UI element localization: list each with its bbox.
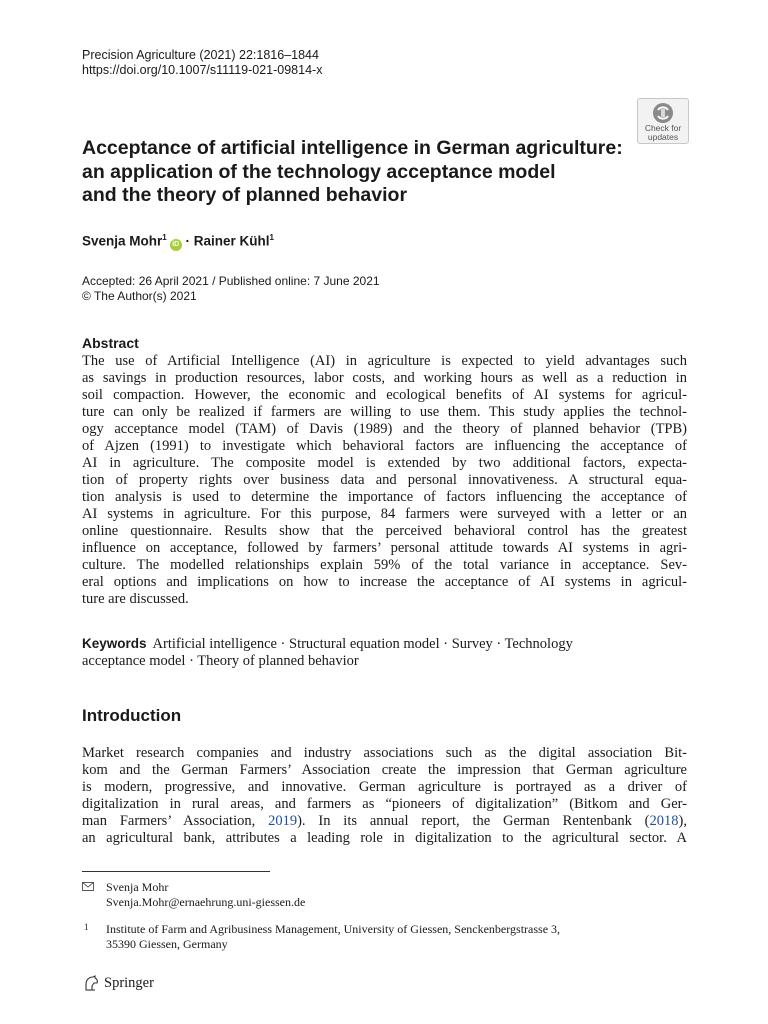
intro-line [82,813,687,830]
title-line-3: and the theory of planned behavior [82,184,408,206]
title-line-1: Acceptance of artificial intelligence in German agriculture: [82,137,623,159]
abstract-line: as savings in production resources, labor costs, and working hours as well as a reduction in [82,370,687,386]
keywords-line-2: acceptance model · Theory of planned behavior [82,653,359,669]
title-line-2: an application of the technology acceptance model [82,160,556,183]
abstract-line: ogy acceptance model (TAM) of Davis (1989) and the theory of planned behavior (TPB) [82,421,687,437]
affiliation-marker: 1 [269,233,274,242]
journal-header [82,48,322,78]
publication-dates [82,274,380,304]
abstract-line: tion of property rights over business data and personal innovativeness. A structural equa- [82,472,687,488]
author-name[interactable]: Svenja Mohr [82,233,163,249]
citation-link[interactable]: 2019 [268,813,298,829]
check-for-updates-icon [652,102,674,124]
publisher-footer [82,974,154,992]
abstract-body [82,353,687,608]
abstract-line: culture. The modelled relationships explain 59% of the total variance in acceptance. Sev- [82,557,687,573]
copyright-line: © The Author(s) 2021 [82,289,197,303]
abstract-line: AI in agriculture. The composite model is extended by two additional factors, expecta- [82,455,687,471]
springer-horse-icon [82,974,100,992]
affiliation-line-2: 35390 Giessen, Germany [106,937,228,951]
abstract-heading: Abstract [82,335,139,351]
affiliation-number: 1 [84,922,89,932]
author-name[interactable]: Rainer Kühl [193,233,270,249]
badge-line1: Check for [644,123,682,133]
doi-link[interactable]: https://doi.org/10.1007/s11119-021-09814-x [82,63,323,77]
affiliation-line-1: Institute of Farm and Agribusiness Management, University of Giessen, Senckenbergstrasse 3, [106,922,561,936]
keywords-line-1: Artificial intelligence · Structural equation model · Survey · Technology [152,636,573,652]
intro-text: ). In its annual report, the German Rentenbank ( [297,813,650,829]
abstract-line: eral options and implications on how to increase the acceptance of AI systems in agricul- [82,574,687,590]
abstract-line: influence on acceptance, followed by farmers’ personal attitude towards AI systems in agri- [82,540,687,556]
abstract-line: AI systems in agriculture. For this purpose, 84 farmers were surveyed with a letter or an [82,506,687,522]
author-list [82,233,274,251]
abstract-line: online questionnaire. Results show that the perceived behavioral control has the greatest [82,523,687,539]
citation-link[interactable]: 2018 [649,813,679,829]
affiliation [106,922,560,952]
correspondent-name: Svenja Mohr [106,880,169,894]
orcid-icon[interactable]: iD [170,239,182,251]
accepted-published-line: Accepted: 26 April 2021 / Published online: 7 June 2021 [82,274,380,288]
publisher-name: Springer [104,974,154,991]
intro-line: is modern, progressive, and innovative. German agriculture is portrayed as a driver of [82,779,687,795]
correspondent-email[interactable]: Svenja.Mohr@ernaehrung.uni-giessen.de [106,895,306,909]
intro-line: an agricultural bank, attributes a leading role in digitalization to the agricultural sector. A [82,830,687,846]
badge-line2: updates [647,132,679,142]
intro-text: ), [678,813,687,829]
abstract-line: ture are discussed. [82,591,189,607]
keywords [82,635,687,670]
intro-line: digitalization in rural areas, and farmers as “pioneers of digitalization” (Bitkom and Ger- [82,796,687,812]
keywords-label: Keywords [82,636,147,651]
intro-text: man Farmers’ Association, [82,813,269,829]
intro-line: kom and the German Farmers’ Association create the impression that German agriculture [82,762,687,778]
abstract-line: The use of Artificial Intelligence (AI) in agriculture is expected to yield advantages such [82,353,687,369]
affiliation-marker: 1 [162,233,167,242]
correspondence [106,880,305,910]
paper-title [82,137,662,208]
footnote-divider [82,871,270,872]
intro-line: Market research companies and industry associations such as the digital association Bit- [82,745,687,761]
abstract-line: soil compaction. However, the economic and ecological benefits of AI systems for agricul- [82,387,687,403]
journal-citation: Precision Agriculture (2021) 22:1816–1844 [82,48,319,62]
introduction-heading: Introduction [82,706,182,725]
abstract-line: of Ajzen (1991) to investigate which behavioral factors are influencing the acceptance of [82,438,687,454]
author-separator: · [185,233,190,249]
abstract-line: ture can only be realized if farmers are willing to use them. This study applies the technol- [82,404,687,420]
introduction-body [82,745,687,847]
abstract-line: tion analysis is used to determine the importance of factors influencing the acceptance of [82,489,687,505]
envelope-icon [82,882,94,891]
